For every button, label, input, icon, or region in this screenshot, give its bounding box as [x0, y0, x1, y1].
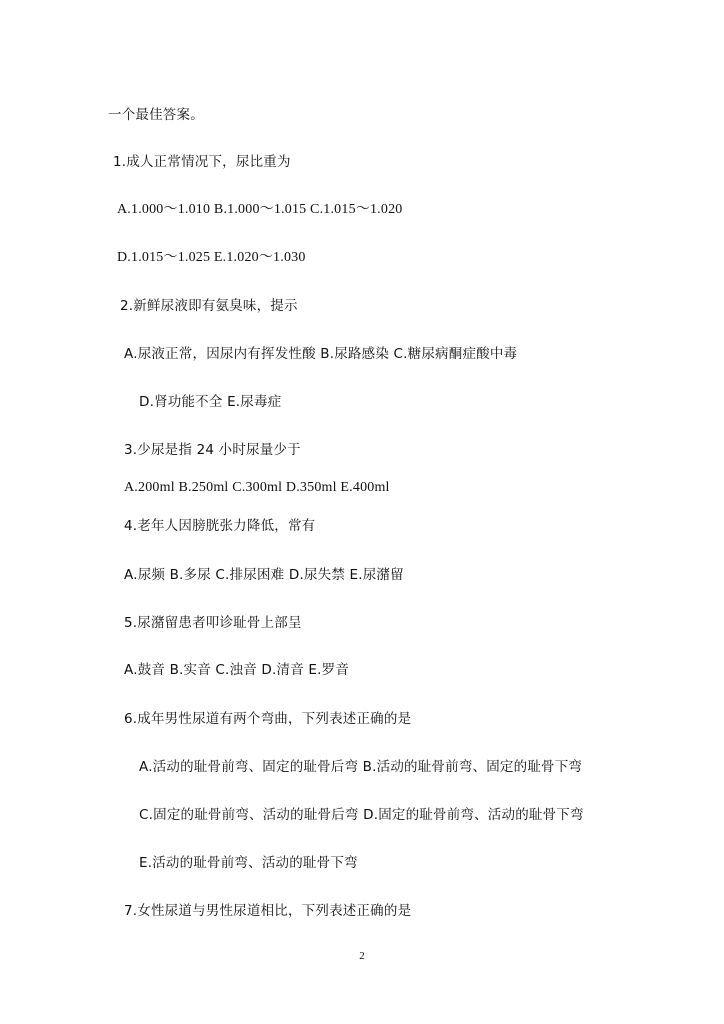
question-3-options-line-1: A.200ml B.250ml C.300ml D.350ml E.400ml — [124, 480, 390, 495]
question-6-options-line-2: C.固定的耻骨前弯、活动的耻骨后弯 D.固定的耻骨前弯、活动的耻骨下弯 — [139, 807, 584, 823]
intro-text: 一个最佳答案。 — [108, 107, 204, 123]
question-2-options-line-1: A.尿液正常，因尿内有挥发性酸 B.尿路感染 C.糖尿病酮症酸中毒 — [124, 346, 518, 362]
question-6-options-line-1: A.活动的耻骨前弯、固定的耻骨后弯 B.活动的耻骨前弯、固定的耻骨下弯 — [139, 759, 583, 775]
question-5-stem: 5.尿潴留患者叩诊耻骨上部呈 — [124, 615, 302, 631]
question-6-options-line-3: E.活动的耻骨前弯、活动的耻骨下弯 — [139, 855, 358, 871]
question-1-options-line-1: A.1.000～1.010 B.1.000～1.015 C.1.015～1.020 — [117, 202, 403, 217]
question-1-options-line-2: D.1.015～1.025 E.1.020～1.030 — [117, 250, 306, 265]
question-7-stem: 7.女性尿道与男性尿道相比，下列表述正确的是 — [124, 903, 412, 919]
question-4-options-line-1: A.尿频 B.多尿 C.排尿困难 D.尿失禁 E.尿潴留 — [124, 567, 404, 583]
question-2-stem: 2.新鲜尿液即有氨臭味，提示 — [120, 298, 298, 314]
question-1-stem: 1.成人正常情况下，尿比重为 — [113, 154, 291, 170]
question-3-stem: 3.少尿是指 24 小时尿量少于 — [124, 442, 301, 458]
question-2-options-line-2: D.肾功能不全 E.尿毒症 — [139, 394, 282, 410]
question-4-stem: 4.老年人因膀胱张力降低，常有 — [124, 518, 316, 534]
page-number: 2 — [359, 950, 365, 962]
question-5-options-line-1: A.鼓音 B.实音 C.浊音 D.清音 E.罗音 — [124, 662, 350, 678]
question-6-stem: 6.成年男性尿道有两个弯曲，下列表述正确的是 — [124, 711, 412, 727]
